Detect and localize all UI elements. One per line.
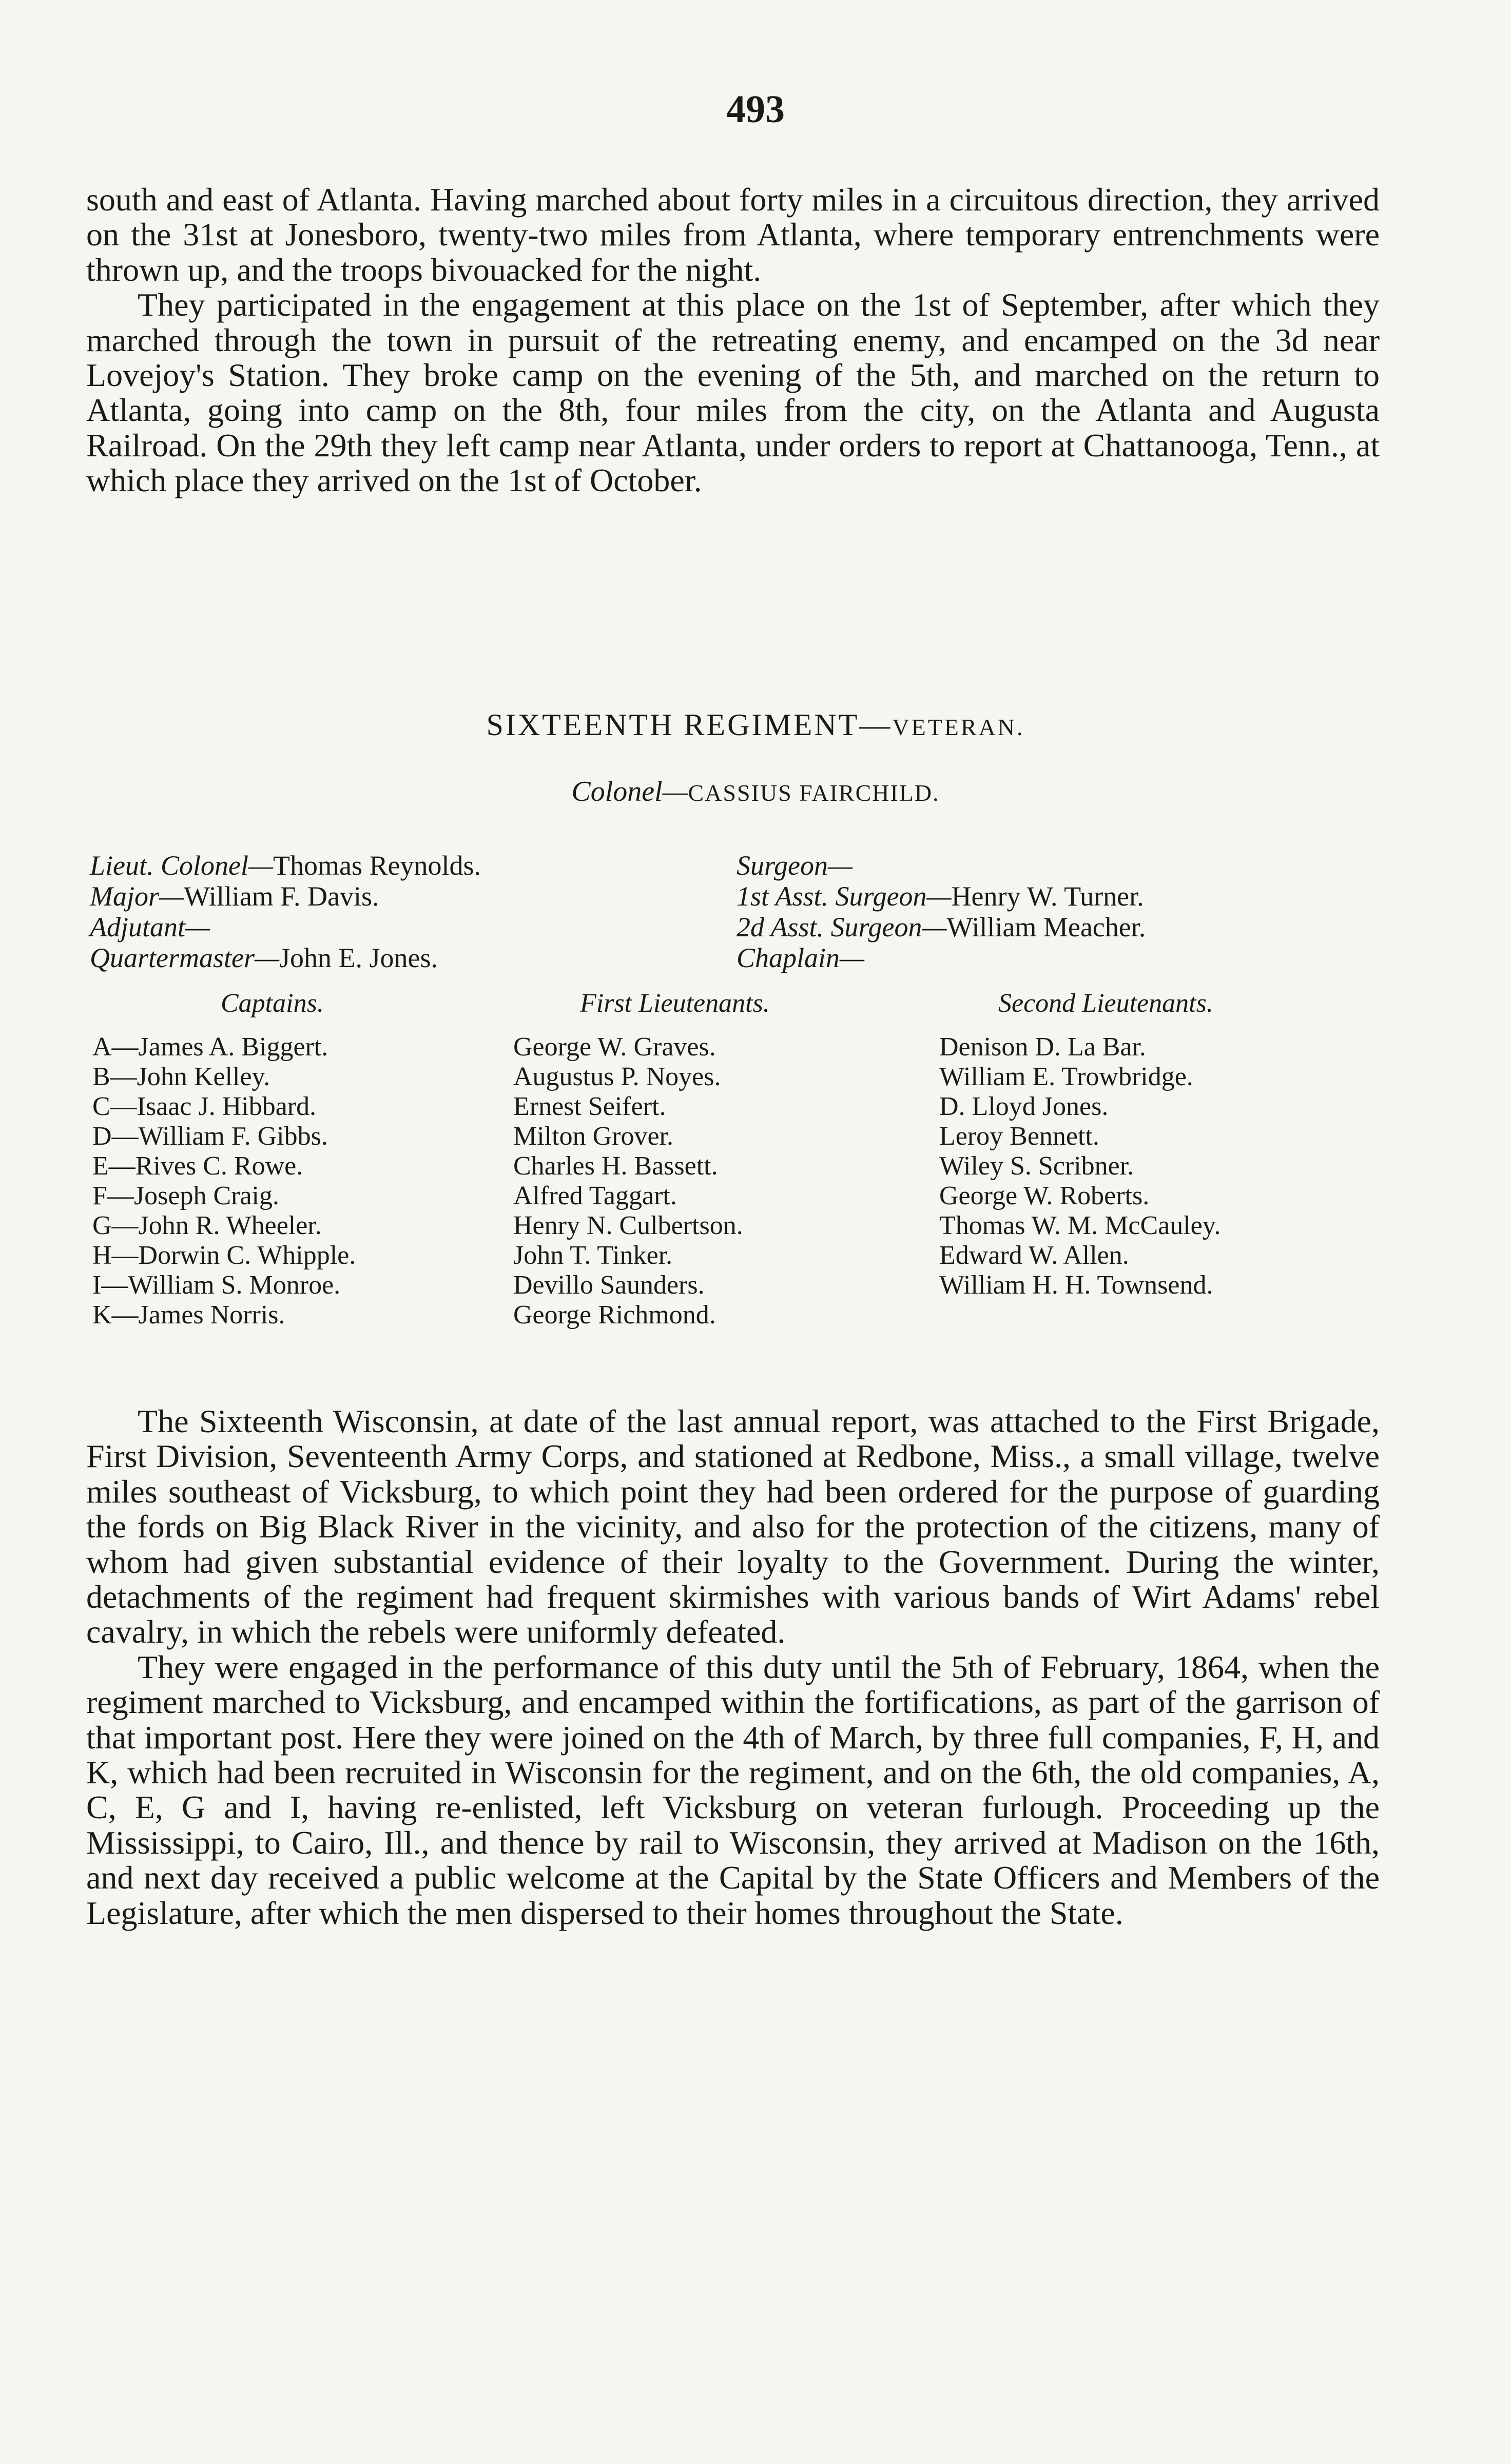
captain-name: D—William F. Gibbs. (92, 1122, 328, 1151)
roster-row (0, 1121, 1511, 1150)
first-lieutenant-name: Alfred Taggart. (513, 1181, 677, 1210)
header-captains: Captains. (221, 989, 324, 1018)
first-lieutenant-name: Devillo Saunders. (513, 1270, 705, 1300)
second-lieutenant-name: Thomas W. M. McCauley. (939, 1211, 1221, 1240)
staff-row (90, 911, 1424, 940)
staff-chaplain: Chaplain— (737, 942, 865, 973)
section-heading-smallcaps: VETERAN. (892, 714, 1025, 740)
captain-name: K—James Norris. (92, 1300, 285, 1330)
first-lieutenant-name: Charles H. Bassett. (513, 1151, 718, 1181)
second-lieutenant-name: Wiley S. Scribner. (939, 1151, 1134, 1181)
captain-name: C—Isaac J. Hibbard. (92, 1092, 317, 1121)
staff-adjutant: Adjutant— (90, 912, 210, 942)
page-number: 493 (726, 88, 785, 131)
roster-row (0, 1032, 1511, 1061)
roster-row (0, 1181, 1511, 1209)
staff-quartermaster: Quartermaster—John E. Jones. (90, 942, 438, 973)
second-lieutenant-name: D. Lloyd Jones. (939, 1092, 1109, 1121)
bottom-text-block (86, 1404, 1380, 1931)
first-lieutenant-name: Augustus P. Noyes. (513, 1062, 721, 1091)
paragraph-continuation: south and east of Atlanta. Having marched about forty miles in a circuitous direction, they arrived on the 31st at Jonesboro, twenty-two miles from Atlanta, where temporary entrenchments were thrown up, and the troops bivouacked for the night. (86, 181, 1380, 288)
first-lieutenant-name: George W. Graves. (513, 1032, 716, 1062)
colonel-name: CASSIUS FAIRCHILD. (688, 780, 940, 806)
first-lieutenant-name: George Richmond. (513, 1300, 716, 1330)
paragraph-september-engagement: They participated in the engagement at this place on the 1st of September, after which they marched through the town in pursuit of the retreating enemy, and encamped on the 3d near Lovejoy's Station. They broke camp on the evening of the 5th, and marched on the return to Atlanta, going into camp on the 8th, four miles from the city, on the Atlanta and Augusta Railroad. On the 29th they left camp near Atlanta, under orders to report at Chattanooga, Tenn., at which place they arrived on the 1st of October. (86, 286, 1380, 499)
roster-row (0, 1091, 1511, 1120)
paragraph-sixteenth-wisconsin: The Sixteenth Wisconsin, at date of the last annual report, was attached to the First Brigade, First Division, Seventeenth Army Corps, and stationed at Redbone, Miss., a small village, twelve miles southeast of Vicksburg, to which point they had been ordered for the purpose of guarding the fords on Big Black River in the vicinity, and also for the protection of the citizens, many of whom had given substantial evidence of their loyalty to the Government. During the winter, detachments of the regiment had frequent skirmishes with various bands of Wirt Adams' rebel cavalry, in which the rebels were uniformly defeated. (86, 1403, 1380, 1650)
captain-name: F—Joseph Craig. (92, 1181, 279, 1210)
first-lieutenant-name: Milton Grover. (513, 1122, 673, 1151)
first-lieutenant-name: John T. Tinker. (513, 1241, 673, 1270)
paragraph-veteran-furlough: They were engaged in the performance of this duty until the 5th of February, 1864, when the regiment marched to Vicksburg, and encamped within the fortifications, as part of the garrison of that important post. Here they were joined on the 4th of March, by three full companies, F, H, and K, which had been recruited in Wisconsin for the regiment, and on the 6th, the old companies, A, C, E, G and I, having re-enlisted, left Vicksburg on veteran furlough. Proceeding up the Mississippi, to Cairo, Ill., and thence by rail to Wisconsin, they arrived at Madison on the 16th, and next day received a public welcome at the Capital by the State Officers and Members of the Legislature, after which the men dispersed to their homes throughout the State. (86, 1648, 1380, 1931)
staff-row (90, 850, 1424, 881)
top-text-block (86, 182, 1380, 498)
second-lieutenant-name: Leroy Bennett. (939, 1122, 1099, 1151)
first-lieutenant-name: Ernest Seifert. (513, 1092, 666, 1121)
roster-row (0, 1210, 1511, 1239)
captain-name: I—William S. Monroe. (92, 1270, 341, 1300)
captain-name: B—John Kelley. (92, 1062, 270, 1091)
header-first-lieutenants: First Lieutenants. (580, 989, 770, 1018)
staff-second-asst-surgeon: 2d Asst. Surgeon—William Meacher. (737, 912, 1146, 942)
roster-row (0, 1270, 1511, 1299)
staff-lieut-colonel: Lieut. Colonel—Thomas Reynolds. (90, 850, 481, 881)
staff-row (90, 880, 1424, 912)
captain-name: E—Rives C. Rowe. (92, 1151, 303, 1181)
second-lieutenant-name: Denison D. La Bar. (939, 1032, 1146, 1062)
roster-row (0, 1151, 1511, 1180)
roster-row (0, 1240, 1511, 1269)
staff-major: Major—William F. Davis. (90, 881, 379, 912)
header-second-lieutenants: Second Lieutenants. (998, 989, 1213, 1018)
second-lieutenant-name: George W. Roberts. (939, 1181, 1150, 1210)
staff-row (90, 942, 1424, 971)
second-lieutenant-name: William E. Trowbridge. (939, 1062, 1193, 1091)
colonel-title: Colonel— (571, 776, 688, 807)
captain-name: H—Dorwin C. Whipple. (92, 1241, 356, 1270)
captain-name: G—John R. Wheeler. (92, 1211, 322, 1240)
second-lieutenant-name: William H. H. Townsend. (939, 1270, 1213, 1300)
staff-surgeon: Surgeon— (737, 850, 853, 881)
section-heading-main: SIXTEENTH REGIMENT— (486, 708, 893, 742)
colonel-line (0, 775, 1511, 808)
roster-row (0, 1062, 1511, 1090)
second-lieutenant-name: Edward W. Allen. (939, 1241, 1129, 1270)
staff-first-asst-surgeon: 1st Asst. Surgeon—Henry W. Turner. (737, 881, 1144, 912)
first-lieutenant-name: Henry N. Culbertson. (513, 1211, 743, 1240)
captain-name: A—James A. Biggert. (92, 1032, 328, 1062)
roster-row (0, 1300, 1511, 1329)
section-heading (0, 707, 1511, 743)
